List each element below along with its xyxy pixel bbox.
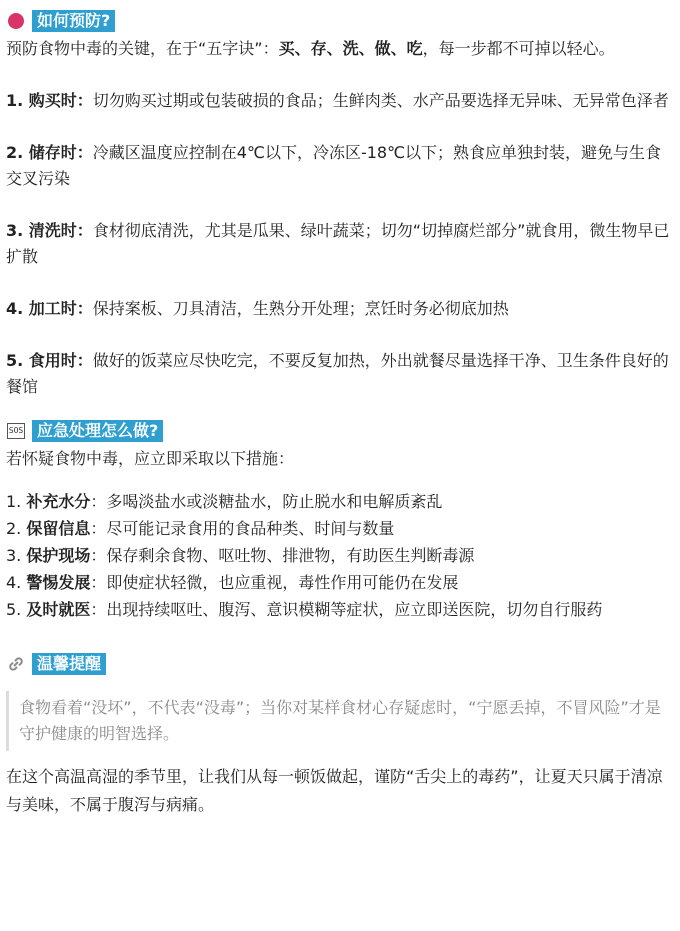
- closing-paragraph: 在这个高温高湿的季节里，让我们从每一顿饭做起，谨防“舌尖上的毒药”，让夏天只属于清凉与美味，不属于腹泻与病痛。: [6, 767, 663, 814]
- emergency-intro: 若怀疑食物中毒，应立即采取以下措施：: [6, 449, 295, 468]
- prevention-item: 3. 清洗时：食材彻底清洗，尤其是瓜果、绿叶蔬菜；切勿“切掉腐烂部分”就食用，微生物早已扩散: [6, 221, 670, 266]
- five-words: 买、存、洗、做、吃: [278, 39, 423, 58]
- reminder-quote: 食物看着“没坏”，不代表“没毒”；当你对某样食材心存疑虑时，“宁愿丢掉，不冒风险”才是守护健康的明智选择。: [6, 691, 674, 751]
- section-heading-reminder: [6, 651, 674, 677]
- section-title: 应急处理怎么做?: [32, 420, 163, 442]
- prevention-item: 2. 储存时：冷藏区温度应控制在4℃以下，冷冻区-18℃以下；熟食应单独封装，避免与生食交叉污染: [6, 143, 662, 188]
- section-title: 如何预防?: [32, 10, 115, 32]
- list-item: 3. 保护现场：保存剩余食物、呕吐物、排泄物，有助医生判断毒源: [6, 546, 475, 565]
- list-item: 1. 补充水分：多喝淡盐水或淡糖盐水，防止脱水和电解质紊乱: [6, 492, 443, 511]
- emergency-list: [6, 488, 674, 623]
- section-title: 温馨提醒: [32, 653, 106, 675]
- prevention-item: 1. 购买时：切勿购买过期或包装破损的食品；生鲜肉类、水产品要选择无异味、无异常色泽者: [6, 91, 669, 110]
- list-item: 4. 警惕发展：即使症状轻微，也应重视，毒性作用可能仍在发展: [6, 573, 459, 592]
- list-item: 2. 保留信息：尽可能记录食用的食品种类、时间与数量: [6, 519, 395, 538]
- link-icon: [6, 654, 26, 674]
- prevention-item: 4. 加工时：保持案板、刀具清洁，生熟分开处理；烹饪时务必彻底加热: [6, 299, 509, 318]
- red-dot-icon: [6, 11, 26, 31]
- prevention-intro: 预防食物中毒的关键，在于“五字诀”：买、存、洗、做、吃，每一步都不可掉以轻心。: [6, 39, 615, 58]
- section-heading-emergency: [6, 418, 674, 444]
- list-item: 5. 及时就医：出现持续呕吐、腹泻、意识模糊等症状，应立即送医院，切勿自行服药: [6, 600, 603, 619]
- section-heading-prevention: [6, 8, 674, 34]
- prevention-item: 5. 食用时：做好的饭菜应尽快吃完，不要反复加热，外出就餐尽量选择干净、卫生条件良好的餐馆: [6, 351, 669, 396]
- sos-icon: SOS: [6, 421, 26, 441]
